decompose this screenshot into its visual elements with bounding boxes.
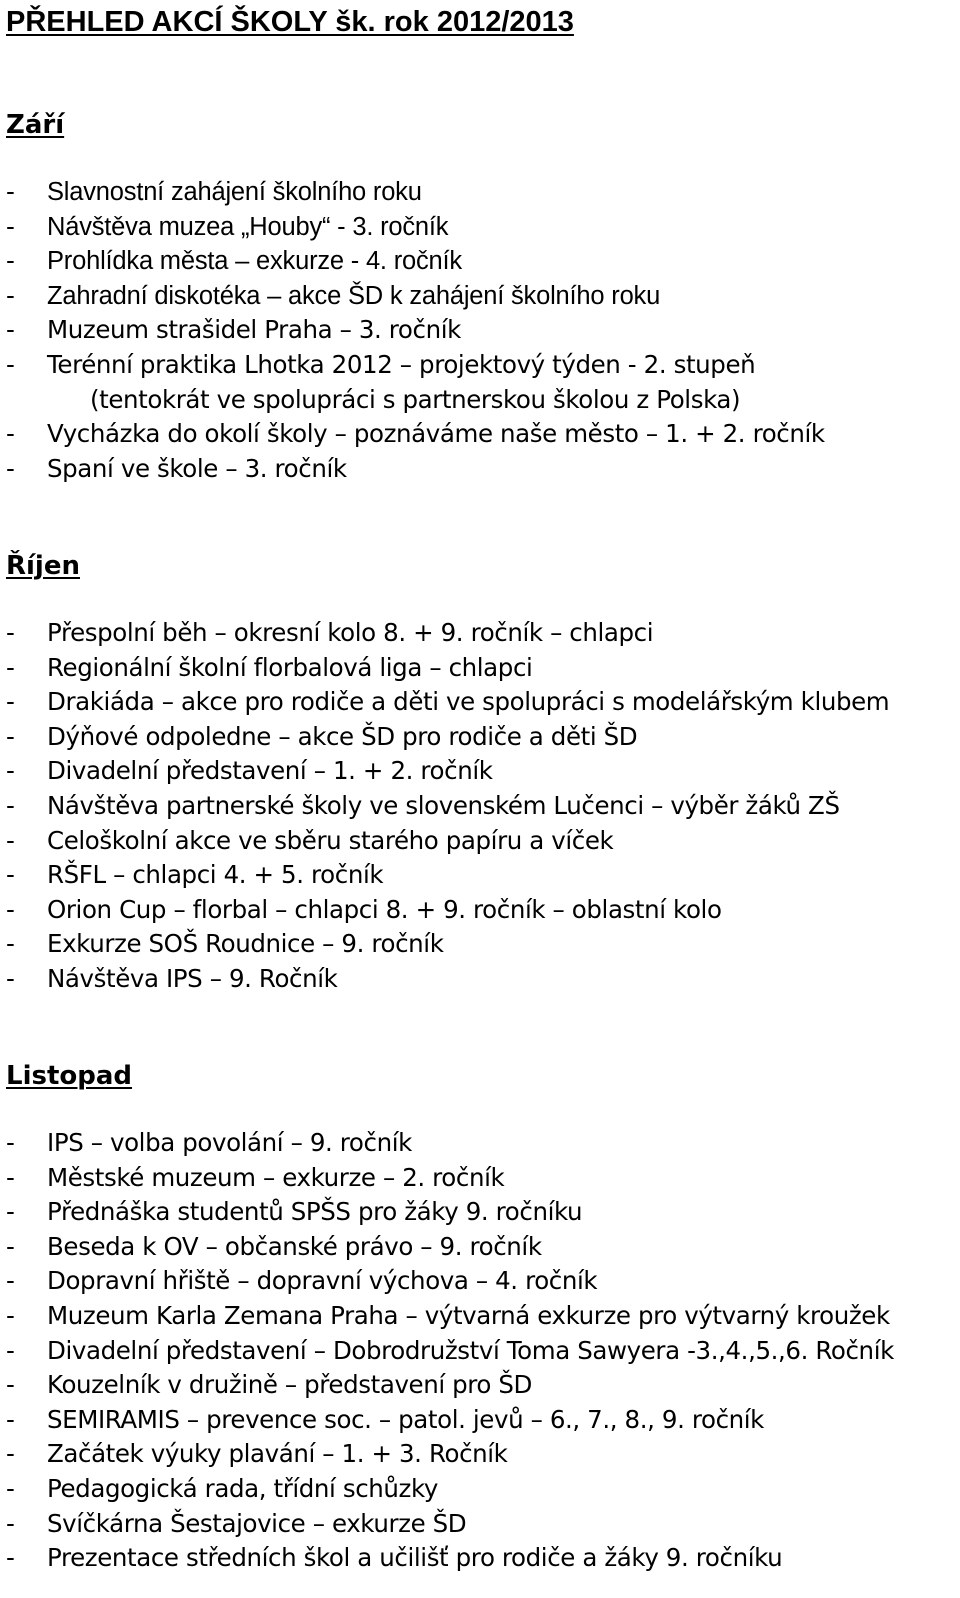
list-item — [0, 685, 960, 720]
event-text: Muzeum strašidel Praha – 3. ročník — [47, 315, 461, 345]
list-item — [0, 348, 960, 383]
list-item — [0, 651, 960, 686]
bullet-dash: - — [6, 419, 15, 449]
list-item — [0, 1195, 960, 1230]
event-text: Přespolní běh – okresní kolo 8. + 9. ročník – chlapci — [47, 618, 654, 647]
bullet-dash: - — [6, 618, 15, 647]
event-text: Beseda k OV – občanské právo – 9. ročník — [47, 1231, 542, 1261]
event-text: Návštěva IPS – 9. Ročník — [47, 963, 338, 993]
bullet-dash: - — [6, 860, 15, 890]
list-item — [0, 417, 960, 452]
bullet-dash: - — [6, 1370, 15, 1400]
bullet-dash: - — [6, 1404, 15, 1434]
list-item — [0, 1541, 960, 1576]
bullet-dash: - — [6, 453, 15, 483]
list-item — [0, 1264, 960, 1299]
event-text: Kouzelník v družině – představení pro ŠD — [47, 1370, 533, 1400]
event-text: Drakiáda – akce pro rodiče a děti ve spolupráci s modelářským klubem — [47, 687, 890, 717]
event-text: SEMIRAMIS – prevence soc. – patol. jevů – 6., 7., 8., 9. ročník — [47, 1404, 764, 1434]
list-item — [0, 927, 960, 962]
list-item — [0, 1437, 960, 1472]
list-item — [0, 1126, 960, 1161]
bullet-dash: - — [6, 177, 15, 206]
event-text: Začátek výuky plavání – 1. + 3. Ročník — [47, 1439, 508, 1469]
event-text: Zahradní diskotéka – akce ŠD k zahájení školního roku — [47, 281, 661, 310]
bullet-dash: - — [6, 1197, 15, 1227]
bullet-dash: - — [6, 790, 15, 820]
bullet-dash: - — [6, 246, 15, 276]
month-heading: Říjen — [6, 551, 80, 581]
list-item — [0, 616, 960, 651]
list-item — [0, 1230, 960, 1265]
bullet-dash: - — [6, 1128, 15, 1157]
bullet-dash: - — [6, 1543, 15, 1573]
list-item — [0, 210, 960, 245]
document-title: PŘEHLED AKCÍ ŠKOLY šk. rok 2012/2013 — [6, 6, 574, 38]
bullet-dash: - — [6, 1300, 15, 1330]
list-item — [0, 244, 960, 279]
event-list — [0, 616, 960, 997]
bullet-dash: - — [6, 929, 15, 959]
bullet-dash: - — [6, 687, 15, 717]
list-item — [0, 279, 960, 314]
bullet-dash: - — [6, 1473, 15, 1503]
event-text: (tentokrát ve spolupráci s partnerskou školou z Polska) — [90, 384, 741, 414]
bullet-dash: - — [6, 1508, 15, 1538]
bullet-dash: - — [6, 1231, 15, 1261]
event-text: Pedagogická rada, třídní schůzky — [47, 1473, 439, 1503]
event-text: Prezentace středních škol a učilišť pro rodiče a žáky 9. ročníku — [47, 1543, 783, 1573]
list-item — [0, 789, 960, 824]
bullet-dash: - — [6, 1439, 15, 1469]
list-item — [0, 1368, 960, 1403]
event-list — [0, 1126, 960, 1576]
event-text: RŠFL – chlapci 4. + 5. ročník — [47, 860, 384, 890]
event-text: Městské muzeum – exkurze – 2. ročník — [47, 1162, 505, 1192]
bullet-dash: - — [6, 894, 15, 924]
bullet-dash: - — [6, 280, 15, 310]
list-item — [0, 1299, 960, 1334]
list-item — [0, 1334, 960, 1369]
bullet-dash: - — [6, 756, 15, 786]
event-text: Přednáška studentů SPŠS pro žáky 9. ročníku — [47, 1197, 583, 1227]
bullet-dash: - — [6, 721, 15, 751]
list-item — [0, 893, 960, 928]
bullet-dash: - — [6, 652, 15, 682]
event-text: Exkurze SOŠ Roudnice – 9. ročník — [47, 929, 444, 959]
bullet-dash: - — [6, 315, 15, 345]
list-item — [0, 1507, 960, 1542]
bullet-dash: - — [6, 963, 15, 993]
event-text: Slavnostní zahájení školního roku — [47, 178, 422, 206]
event-text: Celoškolní akce ve sběru starého papíru a víček — [47, 825, 614, 855]
bullet-dash: - — [6, 349, 15, 379]
list-item — [0, 383, 960, 418]
bullet-dash: - — [6, 1335, 15, 1365]
event-text: Prohlídka města – exkurze - 4. ročník — [47, 247, 462, 276]
list-item — [0, 1161, 960, 1196]
event-text: Divadelní představení – 1. + 2. ročník — [47, 756, 493, 786]
event-text: Terénní praktika Lhotka 2012 – projektový týden - 2. stupeň — [47, 349, 756, 379]
list-item — [0, 175, 960, 210]
event-text: IPS – volba povolání – 9. ročník — [47, 1128, 412, 1157]
list-item — [0, 824, 960, 859]
event-text: Vycházka do okolí školy – poznáváme naše město – 1. + 2. ročník — [47, 419, 825, 449]
bullet-dash: - — [6, 1266, 15, 1296]
event-text: Spaní ve škole – 3. ročník — [47, 453, 347, 483]
list-item — [0, 858, 960, 893]
event-text: Dopravní hřiště – dopravní výchova – 4. ročník — [47, 1266, 598, 1296]
event-text: Regionální školní florbalová liga – chlapci — [47, 652, 533, 682]
event-text: Orion Cup – florbal – chlapci 8. + 9. ročník – oblastní kolo — [47, 894, 722, 924]
list-item — [0, 720, 960, 755]
event-text: Návštěva partnerské školy ve slovenském Lučenci – výběr žáků ZŠ — [47, 790, 840, 820]
bullet-dash: - — [6, 211, 15, 241]
list-item — [0, 962, 960, 997]
event-text: Svíčkárna Šestajovice – exkurze ŠD — [47, 1508, 467, 1538]
list-item — [0, 452, 960, 487]
list-item — [0, 1472, 960, 1507]
month-heading: Listopad — [6, 1061, 133, 1091]
event-text: Návštěva muzea „Houby“ - 3. ročník — [47, 212, 449, 241]
list-item — [0, 754, 960, 789]
list-item — [0, 313, 960, 348]
bullet-dash: - — [6, 825, 15, 855]
event-text: Dýňové odpoledne – akce ŠD pro rodiče a děti ŠD — [47, 721, 638, 751]
month-heading: Září — [6, 110, 65, 140]
event-text: Muzeum Karla Zemana Praha – výtvarná exkurze pro výtvarný kroužek — [47, 1300, 890, 1330]
bullet-dash: - — [6, 1162, 15, 1192]
list-item — [0, 1403, 960, 1438]
event-list — [0, 175, 960, 486]
event-text: Divadelní představení – Dobrodružství Toma Sawyera -3.,4.,5.,6. Ročník — [47, 1335, 894, 1365]
